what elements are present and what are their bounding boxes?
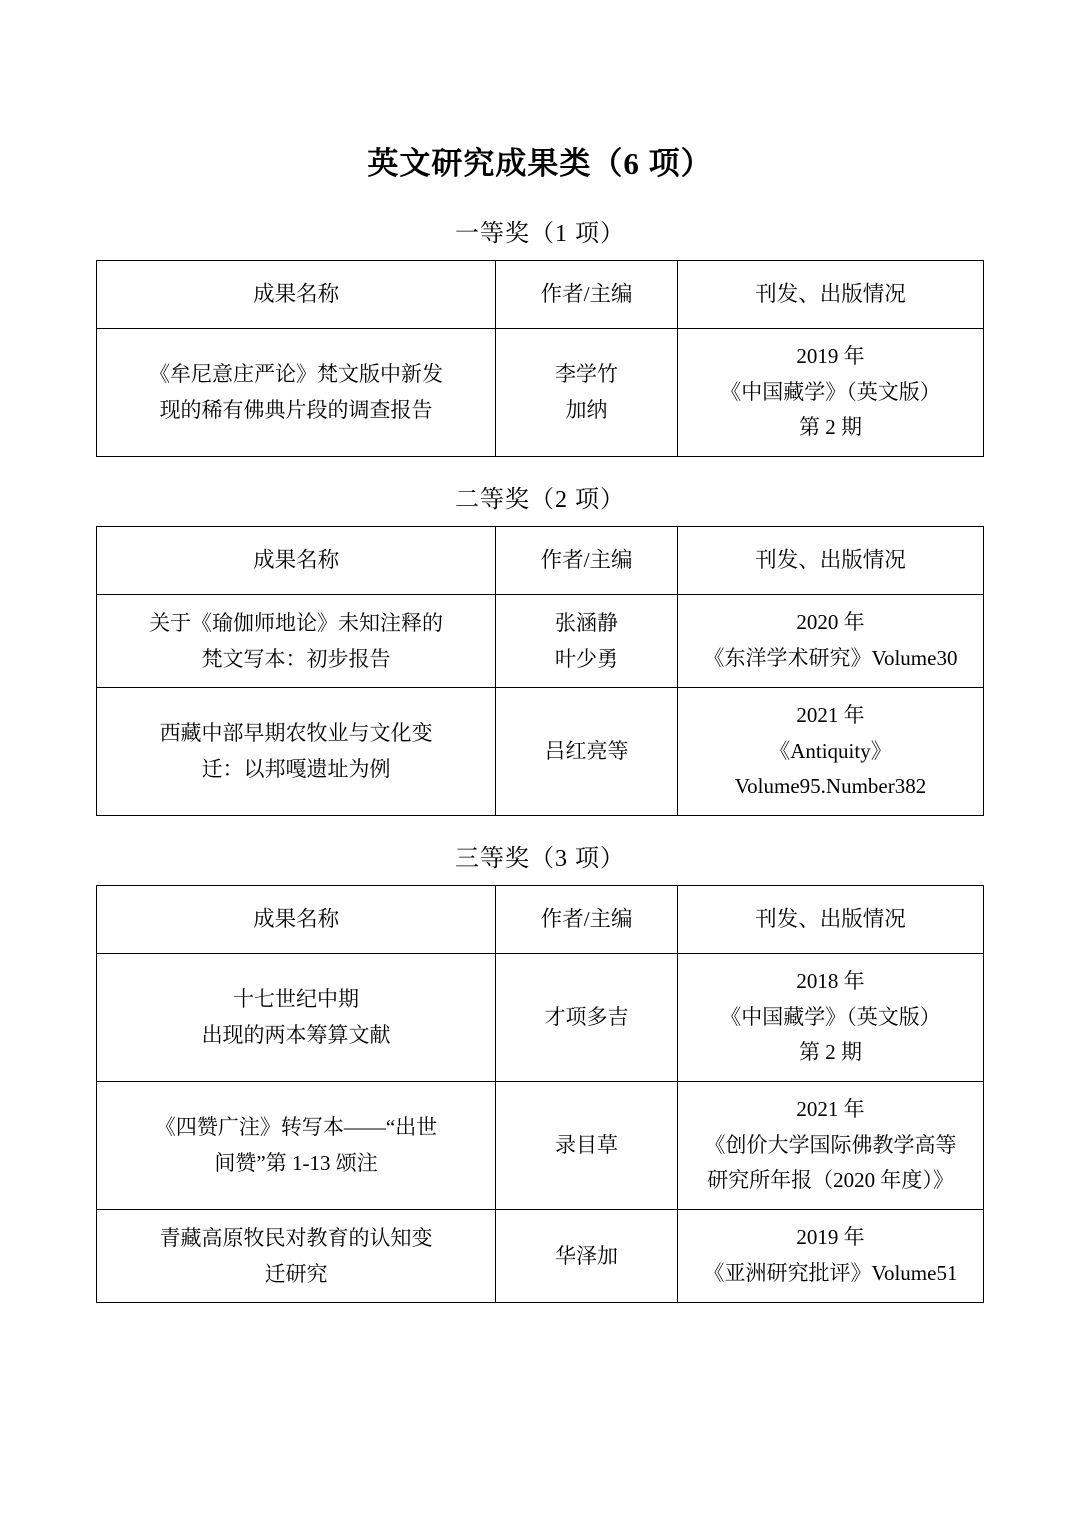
table-row [97, 328, 984, 456]
cell-author [496, 953, 678, 1081]
cell-line: 2019 年 [796, 343, 865, 368]
cell-line: 2021 年 [796, 702, 865, 727]
cell-line: 2019 年 [796, 1225, 865, 1250]
cell-line: 华泽加 [555, 1244, 619, 1268]
cell-line: 2021 年 [796, 1096, 865, 1121]
column-header-publication: 刊发、出版情况 [677, 886, 983, 954]
cell-result-name [97, 687, 496, 815]
award-table-second-prize [96, 526, 984, 816]
table-header-row [97, 526, 984, 594]
award-table-third-prize [96, 885, 984, 1303]
table-header-row [97, 261, 984, 329]
column-header-author: 作者/主编 [496, 886, 678, 954]
cell-line: 现的稀有佛典片段的调查报告 [159, 398, 433, 423]
cell-line: 十七世纪中期 [233, 987, 360, 1012]
cell-result-name [97, 953, 496, 1081]
cell-result-name [97, 594, 496, 687]
cell-line: 青藏高原牧民对教育的认知变 [159, 1225, 433, 1250]
cell-result-name [97, 1209, 496, 1302]
section-heading-third-prize: 三等奖（3 项） [455, 846, 625, 872]
cell-line: 间赞”第 1-13 颂注 [214, 1151, 378, 1176]
cell-publication [677, 953, 983, 1081]
cell-line: 吕红亮等 [544, 739, 629, 764]
cell-line: 李学竹 [555, 362, 619, 387]
cell-line: 2020 年 [796, 610, 865, 635]
cell-line: 加纳 [565, 398, 608, 423]
table-row [97, 1081, 984, 1209]
cell-author [496, 1209, 678, 1302]
cell-line: Volume95.Number382 [734, 774, 927, 799]
cell-line: 第 2 期 [798, 415, 862, 440]
cell-line: 叶少勇 [555, 646, 619, 671]
cell-publication [677, 1209, 983, 1302]
cell-line: 第 2 期 [798, 1040, 862, 1065]
table-row [97, 594, 984, 687]
column-header-publication: 刊发、出版情况 [677, 261, 983, 329]
cell-line: 西藏中部早期农牧业与文化变 [159, 721, 433, 746]
table-row [97, 687, 984, 815]
column-header-author: 作者/主编 [496, 526, 678, 594]
cell-author [496, 594, 678, 687]
column-header-name: 成果名称 [97, 526, 496, 594]
cell-line: 《四赞广注》转写本——“出世 [154, 1115, 438, 1140]
cell-line: 关于《瑜伽师地论》未知注释的 [149, 610, 444, 635]
section-heading-second-prize: 二等奖（2 项） [455, 486, 625, 513]
cell-line: 录目草 [555, 1133, 619, 1158]
section-heading-first-prize: 一等奖（1 项） [455, 221, 625, 247]
column-header-name: 成果名称 [97, 261, 496, 329]
cell-line: 《Antiquity》 [769, 738, 892, 763]
cell-publication [677, 687, 983, 815]
page-title: 英文研究成果类（6 项） [367, 146, 713, 181]
cell-line: 《中国藏学》（英文版） [720, 379, 941, 404]
cell-line: 梵文写本：初步报告 [201, 646, 391, 671]
table-header-row [97, 886, 984, 954]
column-header-author: 作者/主编 [496, 261, 678, 329]
cell-line: 张涵静 [555, 610, 619, 635]
column-header-name: 成果名称 [97, 886, 496, 954]
cell-line: 《东洋学术研究》Volume30 [703, 645, 958, 670]
cell-line: 《亚洲研究批评》Volume51 [703, 1261, 958, 1286]
cell-line: 迁：以邦嘎遗址为例 [201, 757, 391, 782]
cell-line: 2018 年 [796, 968, 865, 993]
table-row [97, 953, 984, 1081]
cell-result-name [97, 328, 496, 456]
table-row [97, 1209, 984, 1302]
column-header-publication: 刊发、出版情况 [677, 526, 983, 594]
cell-publication [677, 328, 983, 456]
cell-author [496, 328, 678, 456]
award-table-first-prize [96, 260, 984, 457]
cell-author [496, 687, 678, 815]
cell-publication [677, 594, 983, 687]
cell-line: 《牟尼意庄严论》梵文版中新发 [149, 362, 444, 387]
cell-line: 研究所年报（2020 年度）》 [707, 1168, 954, 1193]
cell-line: 出现的两本筹算文献 [201, 1023, 391, 1048]
cell-author [496, 1081, 678, 1209]
cell-publication [677, 1081, 983, 1209]
cell-line: 《创价大学国际佛教学高等 [704, 1132, 957, 1157]
cell-line: 才项多吉 [544, 1005, 629, 1030]
cell-line: 《中国藏学》（英文版） [720, 1004, 941, 1029]
cell-result-name [97, 1081, 496, 1209]
cell-line: 迁研究 [264, 1262, 328, 1287]
